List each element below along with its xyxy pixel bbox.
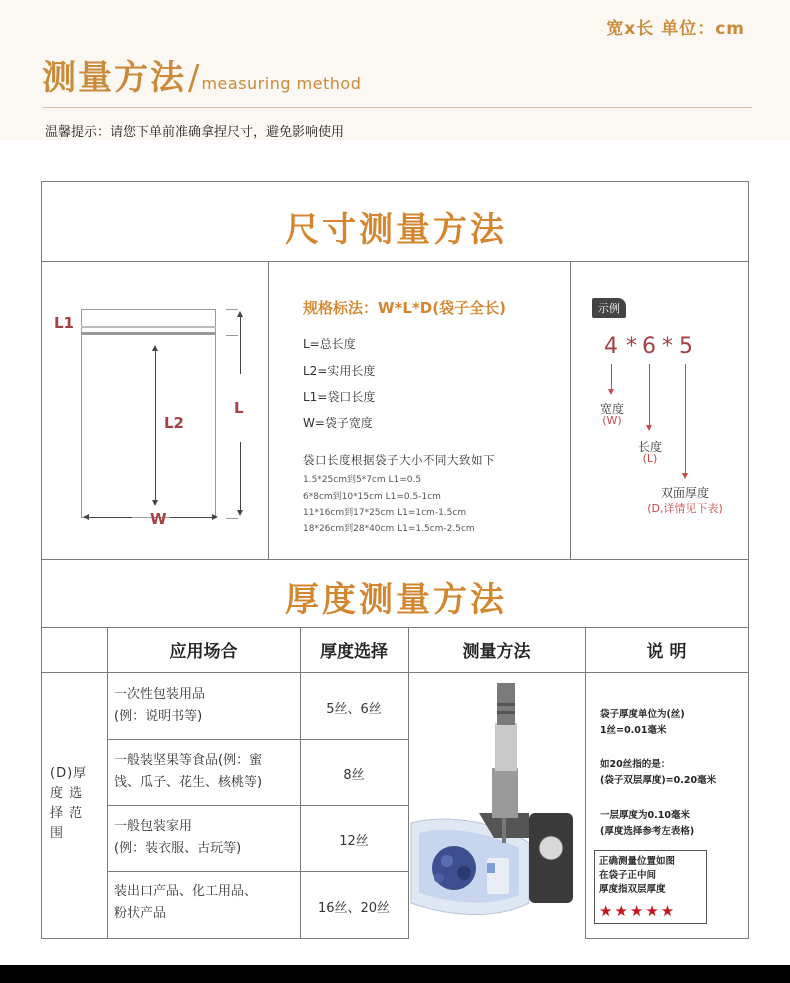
- group-label-line: 度 选: [50, 786, 84, 801]
- range-line: 1.5*25cm到5*7cm L1=0.5: [303, 475, 422, 485]
- divider: [570, 261, 571, 559]
- page-title: [42, 50, 361, 99]
- divider: [107, 627, 108, 938]
- note-line: (袋子双层厚度)=0.20毫米: [600, 775, 717, 786]
- range-heading: 袋口长度根据袋子大小不同大致如下: [303, 453, 495, 467]
- example-length-label: 长度: [637, 440, 662, 454]
- size-section-title: 尺寸测量方法: [285, 210, 507, 250]
- definition-line: L1=袋口长度: [303, 390, 376, 404]
- l2-label: L2: [164, 414, 184, 432]
- l-label: L: [234, 399, 244, 417]
- use-line: 粉状产品: [114, 906, 167, 921]
- example-length-sub: (L): [642, 452, 658, 465]
- table-row-use: [114, 816, 299, 860]
- l-arrow-line: [240, 442, 241, 512]
- arrow-down-icon: [152, 500, 158, 506]
- arrow-down-icon: [608, 389, 614, 395]
- column-header-notes: 说 明: [646, 642, 687, 662]
- divider: [42, 559, 748, 560]
- range-line: 11*16cm到17*25cm L1=1cm-1.5cm: [303, 508, 467, 518]
- example-length-value: 6: [642, 334, 656, 359]
- note-line: (厚度选择参考左表格): [600, 826, 695, 837]
- column-header-thickness: 厚度选择: [320, 642, 388, 662]
- title-zh: 测量方法: [42, 58, 186, 98]
- divider: [107, 805, 409, 806]
- use-line: 一般装坚果等食品(例：蜜: [114, 753, 263, 768]
- spec-heading: 规格标法：W*L*D(袋子全长): [303, 299, 506, 317]
- title-en: measuring method: [201, 74, 362, 93]
- example-thickness-value: 5: [679, 334, 693, 359]
- title-divider: /: [188, 58, 200, 98]
- table-row-use: [114, 684, 299, 728]
- group-label-line: 围: [50, 826, 65, 841]
- divider: [42, 261, 748, 262]
- table-row-thickness: 5丝、6丝: [326, 702, 382, 717]
- range-line: 6*8cm到10*15cm L1=0.5-1cm: [303, 492, 441, 502]
- bag-zipper-line: [81, 326, 216, 328]
- tick: [226, 335, 238, 336]
- divider: [268, 261, 269, 559]
- arrow-left-icon: [83, 514, 89, 520]
- l-arrow-line: [240, 314, 241, 374]
- tip-text: 温馨提示：请您下单前准确拿捏尺寸，避免影响使用: [45, 125, 345, 140]
- l2-arrow-line: [155, 348, 156, 500]
- table-row-thickness: 16丝、20丝: [317, 901, 391, 916]
- table-row-thickness: 12丝: [339, 834, 369, 849]
- measurement-tip-box: [594, 850, 707, 924]
- table-row-use: [114, 881, 299, 925]
- note-line: 如20丝指的是：: [600, 759, 671, 770]
- example-width-label: 宽度: [599, 402, 624, 416]
- divider: [107, 739, 409, 740]
- range-line: 18*26cm到28*40cm L1=1.5cm-2.5cm: [303, 524, 475, 534]
- tip-box-line: 正确测量位置如图: [599, 856, 676, 867]
- bag-zipper-line: [81, 332, 216, 335]
- divider: [42, 672, 748, 673]
- example-arrow-line: [685, 364, 686, 474]
- example-arrow-line: [611, 364, 612, 390]
- example-arrow-line: [649, 364, 650, 426]
- l1-label: L1: [54, 314, 74, 332]
- example-width-value: 4: [604, 334, 618, 359]
- w-arrow-line: [170, 517, 212, 518]
- example-multiply: *: [626, 334, 637, 359]
- bag-outline: [81, 309, 216, 518]
- w-arrow-line: [86, 517, 132, 518]
- micrometer-photo: [409, 673, 585, 939]
- definition-line: L2=实用长度: [303, 364, 376, 378]
- example-multiply: *: [662, 334, 673, 359]
- thickness-section-title: 厚度测量方法: [285, 580, 507, 620]
- definition-line: W=袋子宽度: [303, 416, 373, 430]
- definition-line: L=总长度: [303, 337, 356, 351]
- note-line: 一层厚度为0.10毫米: [600, 810, 690, 821]
- table-row-thickness: 8丝: [343, 768, 365, 783]
- use-line: 饯、瓜子、花生、核桃等): [114, 775, 263, 790]
- arrow-right-icon: [212, 514, 218, 520]
- example-badge: 示例: [592, 298, 626, 318]
- star-rating-icon: ★★★★★: [599, 902, 677, 920]
- arrow-up-icon: [152, 345, 158, 351]
- micrometer-icon: [409, 673, 585, 939]
- thickness-range-label: [50, 764, 102, 844]
- use-line: (例：说明书等): [114, 709, 203, 724]
- tip-box-text: [599, 855, 675, 897]
- divider: [585, 627, 586, 938]
- measurement-card: [41, 181, 749, 939]
- table-row-use: [114, 750, 299, 794]
- tip-box-line: 厚度指双层厚度: [599, 884, 666, 895]
- use-line: (例：装衣服、古玩等): [114, 841, 242, 856]
- tick: [226, 309, 238, 310]
- note-line: 袋子厚度单位为(丝): [600, 709, 685, 720]
- arrow-down-icon: [237, 510, 243, 516]
- column-header-use: 应用场合: [169, 642, 238, 662]
- column-header-method: 测量方法: [462, 642, 531, 662]
- arrow-down-icon: [646, 425, 652, 431]
- arrow-down-icon: [682, 473, 688, 479]
- title-rule: [42, 107, 752, 108]
- tip-box-line: 在袋子正中间: [599, 870, 657, 881]
- bottom-bar: [0, 965, 790, 983]
- w-label: W: [150, 510, 167, 528]
- note-line: 1丝=0.01毫米: [600, 725, 667, 736]
- example-thickness-sub: (D,详情见下表): [647, 502, 723, 515]
- use-line: 一般包装家用: [114, 819, 193, 834]
- use-line: 一次性包装用品: [114, 687, 206, 702]
- group-label-line: 择 范: [50, 806, 84, 821]
- divider: [107, 871, 409, 872]
- use-line: 装出口产品、化工用品、: [114, 884, 258, 899]
- tick: [226, 518, 238, 519]
- example-thickness-label: 双面厚度: [660, 486, 709, 500]
- group-label-line: (D)厚: [50, 766, 88, 781]
- arrow-up-icon: [237, 311, 243, 317]
- unit-label: 宽x长 单位：cm: [606, 19, 745, 39]
- example-width-sub: (W): [602, 414, 622, 427]
